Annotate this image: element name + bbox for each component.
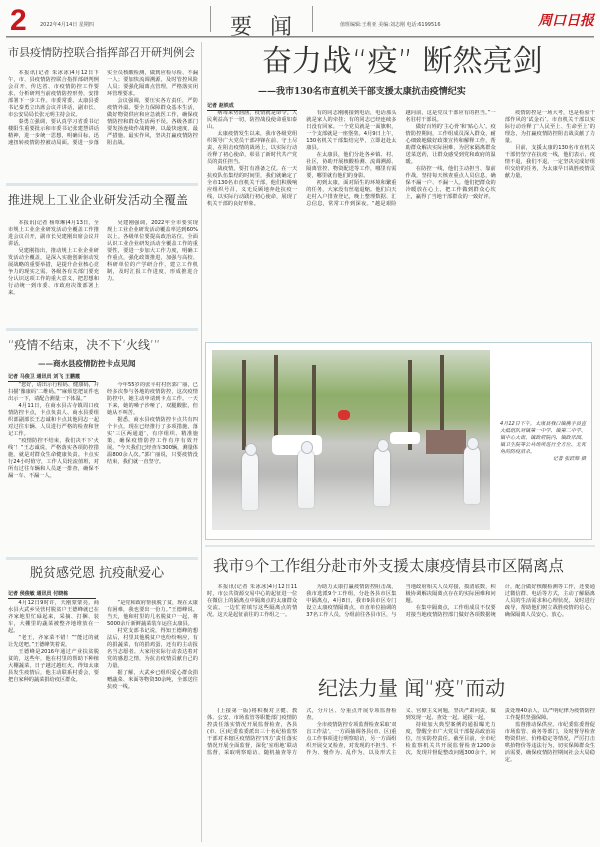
- disinfection-photo: [212, 350, 490, 530]
- paragraph: 本报讯(记者 杨覃琳)4月13日，全市规上工业企业研发活动全覆盖工作推进会议召开，副市长吴建刚出席会议并讲话。: [8, 220, 99, 247]
- paragraph: 王德峰是2016年通过产业扶贫脱贫的，这些年，他在村里的帮助下种植大棚蔬菜，日子越过越红火。得知太康县发生疫情后，他主动联系村委会，要把自家种的蔬菜捐给疫区群众。: [8, 649, 99, 683]
- separator: [6, 328, 198, 331]
- paragraph: (上接第一版)将积极对卫健、教体、公安、市场监管等职能部门疫情防控责任落实情况开展监督检查，各县(市、区)纪委监委派出三十名纪检监察干部对本辖区疫情防控‘四方’责任落实情况开展全面监督，深化‘室组地’联动监督，采取明察暗访、随机抽查等方式，分片区、分重点开展专项监督检查。: [207, 708, 397, 756]
- separator: [6, 557, 198, 560]
- lead-subtitle: ——我市130名市直机关干部支援太康抗击疫情纪实: [258, 87, 466, 97]
- newspaper-logo: 周口日报: [538, 13, 594, 29]
- paragraph: 监督推动保供应。市纪委监委督促市场监管、商务等部门，及时督导检查物资供应、价格稳定等情况，严厉打击哄抬物价等违法行为，切实保障群众生活需要，确保疫情防控期间社会大局稳定。: [504, 722, 595, 763]
- article-title: 市县疫情防控联合指挥部召开研判例会: [8, 46, 195, 59]
- divider: [210, 6, 211, 32]
- paragraph: 为助力太康打赢疫情防控阻击战，我市选派9个工作组，分赴各县市区集中隔离点，4月8日，我市9县市区专门设立太康疫情隔离点，市直单位抽调的37名工作人员，分组前往各县市区，与当地政府相关人员对接，摸清底数，积极协调解决隔离点存在的实际困难和问题。: [306, 584, 496, 618]
- lead-body: [207, 110, 595, 338]
- paragraph: 太康疫情发生以来，我市各级党组织领导广大党员干部冲锋在前、守土尽责，在阻击疫情的战场上，以实际行动诠释了初心使命，彰显了新时代共产党员的责任担当。: [207, 131, 298, 165]
- paragraph: 战疫情，要打有准备之仗。在一天抗疫队伍集结的时间里，我们就确定了全市130名市直机关干部，他们积极响应组织号召，义无反顾地奔赴抗疫一线，以实际行动践行初心使命，展现了机关干部的良好形象。: [207, 166, 298, 207]
- article-body: [8, 382, 198, 554]
- section-title: 要闻: [230, 15, 311, 40]
- paragraph: 据悉，商水县疫情防控卡点共有四个卡点，现在已经推行了多项措施，落实‘三区两通道’，有序组织、精准施策，确保疫情防控工作有序有效开展。“今天我们已经查车300辆，测量体温800余人次。”郭广丽说，只要疫情没结束，我们就一直坚守。: [107, 417, 198, 465]
- header-rule: [6, 36, 594, 38]
- paragraph: “疫情防控不结束，我们决不下‘火线’！”王志诚说，严格落实各项防控措施，就是对群众生命健康负责。卡点实行24小时值守，工作人员轮流值班，对所有过往车辆和人员逐一排查，确保不漏一车、不漏一人。: [8, 438, 99, 479]
- paragraph: 目前，支援太康的130名市直机关干部仍坚守在抗疫一线，他们表示，疫情不退，我们不退，一定坚决完成好组织交给的任务，为太康早日战胜疫情贡献力量。: [504, 145, 595, 179]
- article-title: 脱贫感党恩 抗疫献爱心: [30, 566, 165, 581]
- photo-caption: [500, 421, 586, 463]
- paragraph: “老王，齐家菜不错！”“能过的就让先送吧。”王德峰笑着说。: [8, 635, 99, 648]
- paragraph: 本报讯(记者 朱冰冰)4月12日下午，市、县疫情防控联合指挥部研判例会召开，传达省、市疫情防控工作要求，分析研判当前疫情防控形势，安排部署下一步工作。市委常委、太康县委书记秦勇立出席会议并讲话，副市长、市公安局局长张元明主持会议。: [8, 70, 99, 118]
- news-photo-box: [205, 342, 592, 540]
- paragraph: 持续加大典型案例的通报曝光力度，警醒全市广大党员干部提高政治站位，压实防控责任。截至目前，全市纪检监察机关共开展监督检查1200余次，发现并督促整改问题300余个，问责处理40余人，以严明纪律为疫情防控工作提供坚强保障。: [405, 708, 595, 756]
- paragraph: “您好，请出示行程码、健康码，并扫描‘豫康码’二维码。”“麻烦您把证件也出示一下，请配合测量一下体温。”: [8, 382, 99, 402]
- paragraph: 吴建刚指出，推动规上工业企业研发活动全覆盖，是深入实施创新驱动发展战略的重要举措，是提升企业核心竞争力的现实之需。各级各有关部门要充分认识这项工作的重大意义，把思想和行动统一到市委、市政府决策部署上来。: [8, 248, 99, 296]
- paragraph: 在太康县，他们分赴各乡镇、村、社区，协助开展核酸检测、流调溯源、隔离管控、物资配送等工作，哪里有需要，哪里就有他们的身影。: [306, 152, 397, 179]
- paragraph: 在防控一线，他们主动担当、靠前作战，坚持每天核查重点人员信息，确保不漏一户、不漏一人。他们把群众的冷暖放在心上，把工作做到群众心坎上，赢得了当地干部群众的一致好评。: [405, 166, 496, 200]
- article-title: “疫情不结束，决不下‘火线’”: [8, 338, 161, 352]
- byline: 记者 侯俊敏 通讯员 付晓栋: [8, 590, 96, 599]
- paragraph: 今年55岁的张平村村医郭广丽，已经多次参与各地的疫情防控，这次疫情防控中，她主动申请到卡点工作。一天下来，她的嗓子沙哑了，双腿酸胀，但她从不叫苦。: [107, 382, 198, 416]
- separator: [205, 545, 595, 547]
- page-number: 2: [10, 4, 27, 37]
- paragraph: 本报讯(记者 朱冰冰)4月12日11时，市公共资源交易中心的起征进一位在微信上的隔离点中隔离点的太康群众交流。一边忙着填写这些隔离点的情况。这天是起征前往的工作组之一。: [207, 584, 298, 618]
- article-title: 推进规上工业企业研发活动全覆盖: [8, 193, 189, 207]
- paragraph: 秦勇立强调，要认真学习省委书记楼阳生重要批示和市委书记张建慧讲话精神，进一步统一思想，明确目标，迅速扭转疫情防控被动局面。要进一步落实全员核酸检测，做到应检尽检、不漏一人；要加快流调溯源，及时管控风险人员；要强化隔离点管理，严格落实闭环管理要求。: [8, 70, 198, 146]
- paragraph: 在集中隔离点，工作组成员不仅要对接当地疫情防控部门做好各项数据统计，配合做好核酸检测等工作，还要通过微信群、电话等方式，主动了解隔离人员的生活需求和心理状况，及时进行疏导，帮助他们树立战胜疫情的信心，确保隔离人员安心、放心。: [405, 584, 595, 618]
- issue-date: 2022年4月14日 星期四: [40, 22, 94, 28]
- caption-text: 4月12日下午，太康县我口镇携手县直大抵组队对镇第一中学、镇第二中学、镇中心大街、镇政府院内、镇政乐园、镇卫生院等公共场所进行全方位、无死角的防疫消杀。: [500, 421, 586, 455]
- article-title: 纪法力量 闻“疫”而动: [318, 676, 506, 700]
- paragraph: 做好百姓的‘主心骨’和‘贴心人’。疫情防控期间，工作组成员深入群众，耐心细致地做好政策宣传和解释工作，帮助群众解决实际困难，为居家隔离群众送菜送药，让群众感受到党和政府的温暖。: [405, 124, 496, 165]
- lead-title: 奋力战“疫” 断然亮剑: [262, 44, 543, 79]
- paragraph: 病毒来势汹汹，疫情就是命令。人民利益高于一切，防控战役使命重如泰山。: [207, 110, 298, 130]
- article-body: [8, 220, 198, 324]
- article-body: [8, 70, 198, 180]
- paragraph: 据了解，大武乡已组织爱心群众捐赠蔬菜、米面等物资30余吨，全部送往抗疫一线。: [107, 670, 198, 690]
- paragraph: 疫情防控是一场大考，也是检验干部作风的‘试金石’。市直机关干部以实际行动诠释了‘人民至上、生命至上’的理念，为打赢疫情防控阻击战贡献了力量。: [504, 110, 595, 144]
- paragraph: 有的同志刚刚接到电话，电话那头就是家人的牵挂；有的同志已经连续多日没有回家。一个党员就是一面旗帜，一个支部就是一座堡垒。4月9日上午，130名机关干部集结完毕，立即赶赴太康县。: [306, 110, 397, 151]
- article-body: [8, 600, 198, 844]
- article-body: [207, 584, 595, 662]
- photo-credit: 记者 张跃辉 摄: [552, 456, 586, 462]
- editor-info: 值班编辑:王莉亚 美编:刘志刚 电话:6199516: [340, 22, 441, 28]
- paragraph: 吴建刚强调，2022年全市要实现规上工业企业研发活动覆盖率达到60%以上。各级单位要提高政治站位，全面认识工业企业研发活动全覆盖工作的重要性，要进一步加大工作力度，明确工作重点，强化政策推进，加强与高校、科研单位的产学研合作，建立工作机制，及时汇报工作进度，形成推进合力。: [107, 220, 198, 282]
- paragraph: 村党支部书记说，得知王德峰的想法后，村里其他脱贫户也纷纷响应，有的捐蔬菜，有的捐鸡蛋，还有的主动报名当志愿者。大家用实际行动表达着对党的感恩之情，为抗击疫情贡献自己的力量。: [107, 628, 198, 669]
- paragraph: 全市疫情防控专项监督检查采取‘双盲工作法’，一方面抽调各县(市、区)重点工作事项进行明察暗访，另一方面组织开展交叉检查，对发现的不担当、不作为、慢作为、乱作为，以及形式主义、官僚主义问题，坚决严肃问责，做到发现一起、查处一起、通报一起。: [306, 708, 496, 756]
- paragraph: 初到太康，面对陌生的环境和繁重的任务，大家没有丝毫退缩。他们白天走村入户排查登记，晚上整理数据、汇总信息，常常工作到深夜。“越是艰险越向前，这是党员干部应有的担当。”一名驻村干部说。: [306, 110, 496, 207]
- paragraph: “是党和政府帮我脱了贫，现在太康有困难，我也要出一份力。”王德峰说。当天，他和村里的几名脱贫户一起，将5000余斤新鲜蔬菜装车运往太康县。: [107, 600, 198, 627]
- byline: 记者 赵铁成: [207, 102, 297, 111]
- article-body: [207, 708, 595, 844]
- separator: [6, 183, 198, 186]
- paragraph: 会议强调，要压实各方责任，严防疫情外溢。要全力保障群众基本生活，做好物资供应和应急就医工作，确保疫情防控和群众生活两不误。各级各部门要发扬连续作战精神，以最快速度、最严措施、最实作风，坚决打赢疫情防控阻击战。: [107, 98, 198, 146]
- divider: [312, 6, 313, 32]
- paragraph: 4月12日9时许，天刚蒙蒙亮，商水县大武乡吴营村脱贫户王德峰就已在齐家地里忙碌起来，采摘、打捆、装车，大棚里的蔬菜被整齐地堆放在一起。: [8, 600, 99, 634]
- article-subtitle: ——商水县疫情防控卡点见闻: [38, 359, 136, 368]
- paragraph: 4月11日，在商水县古寺镇周口疫情防控卡点，卡点负责人、商水县委组织部副部长王志诚和卡点其他同志一起对过往车辆、人员进行严格的检查和登记工作。: [8, 403, 99, 437]
- byline: 记者 马俊卫 通讯员 刘飞 王鹏霞: [8, 373, 96, 382]
- article-title: 我市9个工作组分赴市外支援太康疫情县市区隔离点: [213, 557, 564, 575]
- column-divider: [201, 42, 202, 842]
